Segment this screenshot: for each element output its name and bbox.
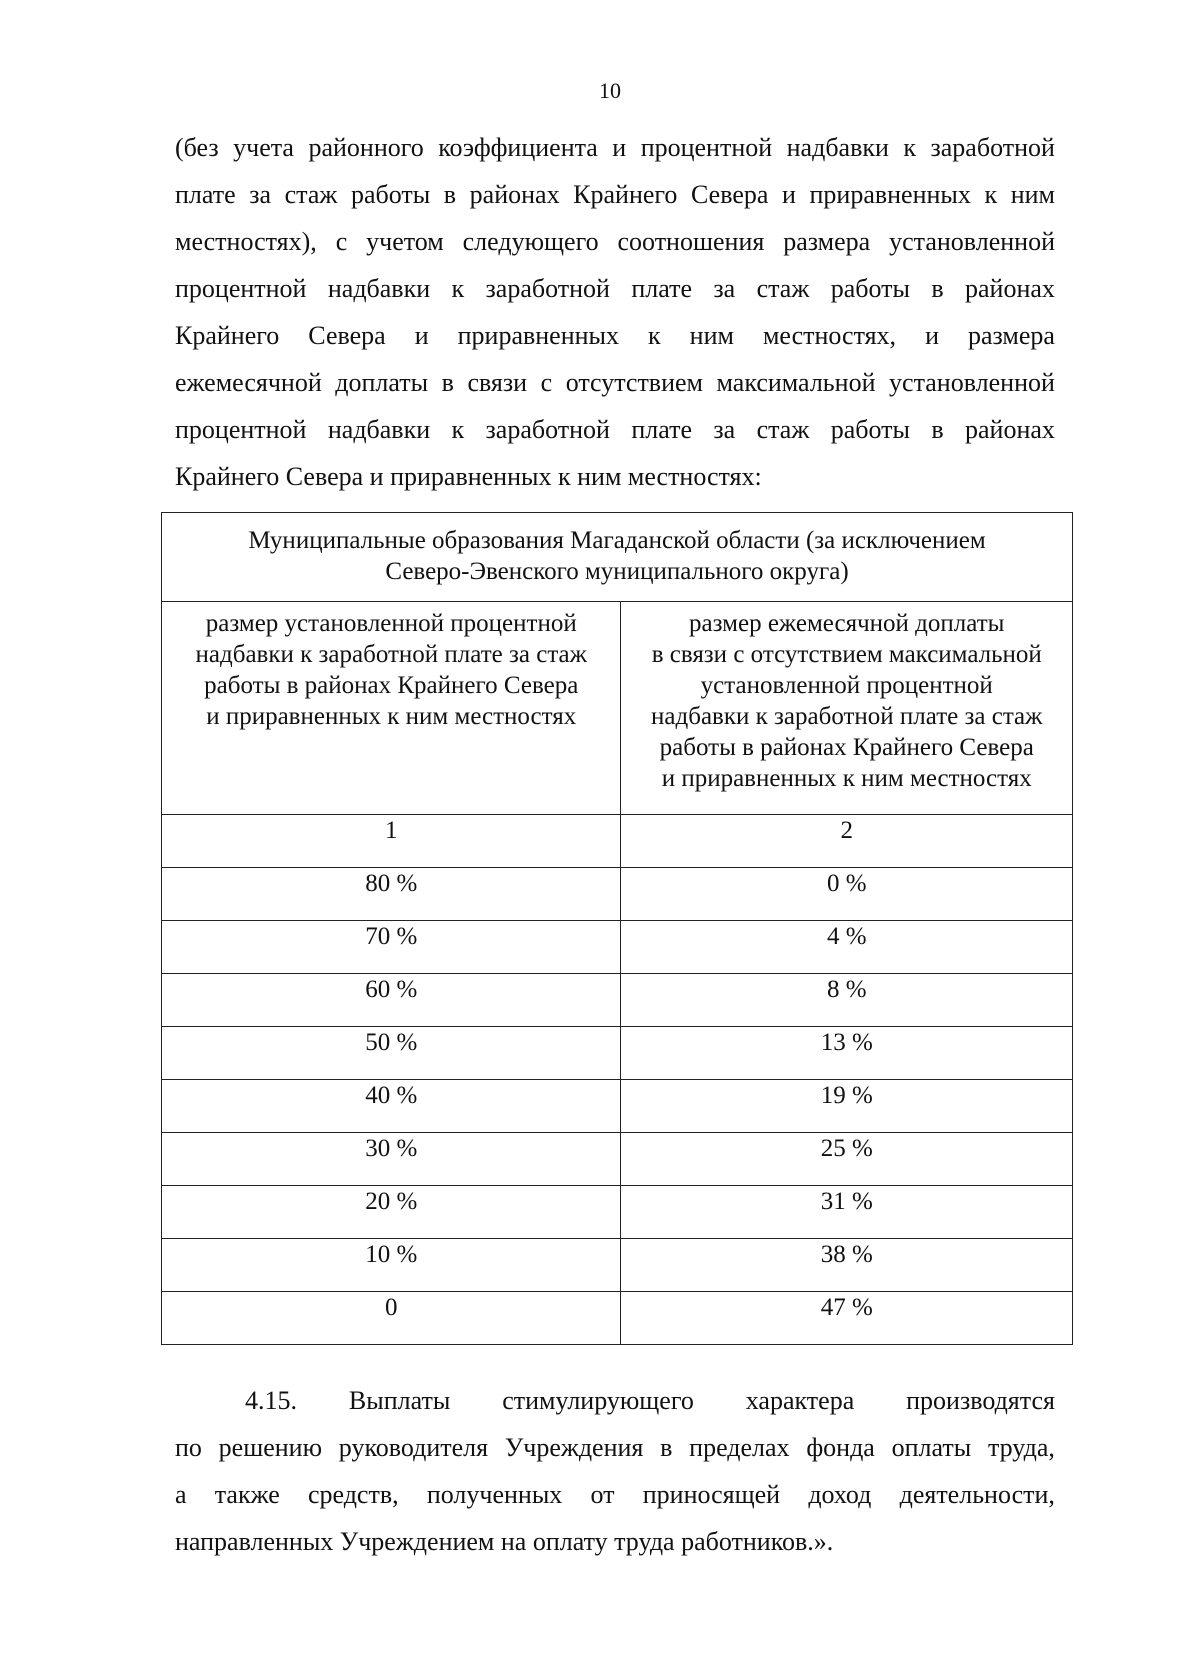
col2-header-line: надбавки к заработной плате за стаж [651,703,1043,730]
intro-line: местностях), с учетом следующего соотношения размера установленной [175,227,1055,256]
table-row [162,1239,1073,1292]
table-title-line1: Муниципальные образования Магаданской области (за исключением [248,527,986,554]
supplement-cell: 19 % [621,1080,1073,1133]
col1-header-line: размер установленной процентной [205,610,577,637]
table-row [162,1027,1073,1080]
table-title-cell [162,513,1073,602]
intro-line: процентной надбавки к заработной плате за стаж работы в районах [175,415,1055,444]
col2-header-line: размер ежемесячной доплаты [689,610,1005,637]
supplement-cell: 0 % [621,868,1073,921]
supplement-cell: 38 % [621,1239,1073,1292]
column-header-2 [621,602,1073,815]
allowance-table [161,512,1073,1345]
page-number: 10 [599,78,621,103]
supplement-cell: 25 % [621,1133,1073,1186]
col2-header-line: установленной процентной [700,672,993,699]
allowance-cell: 70 % [162,921,621,974]
allowance-cell: 80 % [162,868,621,921]
allowance-cell: 30 % [162,1133,621,1186]
supplement-cell: 47 % [621,1292,1073,1345]
closing-line: направленных Учреждением на оплату труда работников.». [175,1527,834,1556]
intro-line: ежемесячной доплаты в связи с отсутствием максимальной установленной [175,368,1055,397]
table-row [162,1080,1073,1133]
allowance-cell: 10 % [162,1239,621,1292]
allowance-cell: 40 % [162,1080,621,1133]
table-title-line2: Северо-Эвенского муниципального округа) [385,558,849,585]
column-number-2: 2 [621,815,1073,868]
intro-line: (без учета районного коэффициента и процентной надбавки к заработной [175,133,1055,162]
column-number-row [162,815,1073,868]
closing-line: 4.15. Выплаты стимулирующего характера производятся [245,1386,1055,1415]
column-header-1 [162,602,621,815]
table-row [162,921,1073,974]
col1-header-line: работы в районах Крайнего Севера [204,672,579,699]
closing-paragraph [175,1377,1055,1565]
supplement-cell: 8 % [621,974,1073,1027]
supplement-cell: 13 % [621,1027,1073,1080]
col1-header-line: надбавки к заработной плате за стаж [195,641,587,668]
allowance-cell: 50 % [162,1027,621,1080]
table-row [162,1133,1073,1186]
col2-header-line: в связи с отсутствием максимальной [651,641,1042,668]
table-row [162,974,1073,1027]
table-title-row [162,513,1073,602]
table-row [162,1292,1073,1345]
supplement-cell: 4 % [621,921,1073,974]
intro-line: Крайнего Севера и приравненных к ним местностях: [175,462,762,491]
allowance-cell: 60 % [162,974,621,1027]
intro-line: процентной надбавки к заработной плате за стаж работы в районах [175,274,1055,303]
closing-line: по решению руководителя Учреждения в пределах фонда оплаты труда, [175,1433,1055,1462]
col2-header-line: и приравненных к ним местностях [661,765,1032,792]
table-row [162,868,1073,921]
col2-header-line: работы в районах Крайнего Севера [659,734,1034,761]
allowance-cell: 0 [162,1292,621,1345]
intro-line: Крайнего Севера и приравненных к ним местностях, и размера [175,321,1055,350]
col1-header-line: и приравненных к ним местностях [206,703,577,730]
closing-line: а также средств, полученных от приносящей доход деятельности, [175,1480,1055,1509]
column-header-row [162,602,1073,815]
table-row [162,1186,1073,1239]
allowance-cell: 20 % [162,1186,621,1239]
supplement-cell: 31 % [621,1186,1073,1239]
column-number-1: 1 [162,815,621,868]
intro-line: плате за стаж работы в районах Крайнего Севера и приравненных к ним [175,180,1055,209]
intro-paragraph [175,124,1055,500]
